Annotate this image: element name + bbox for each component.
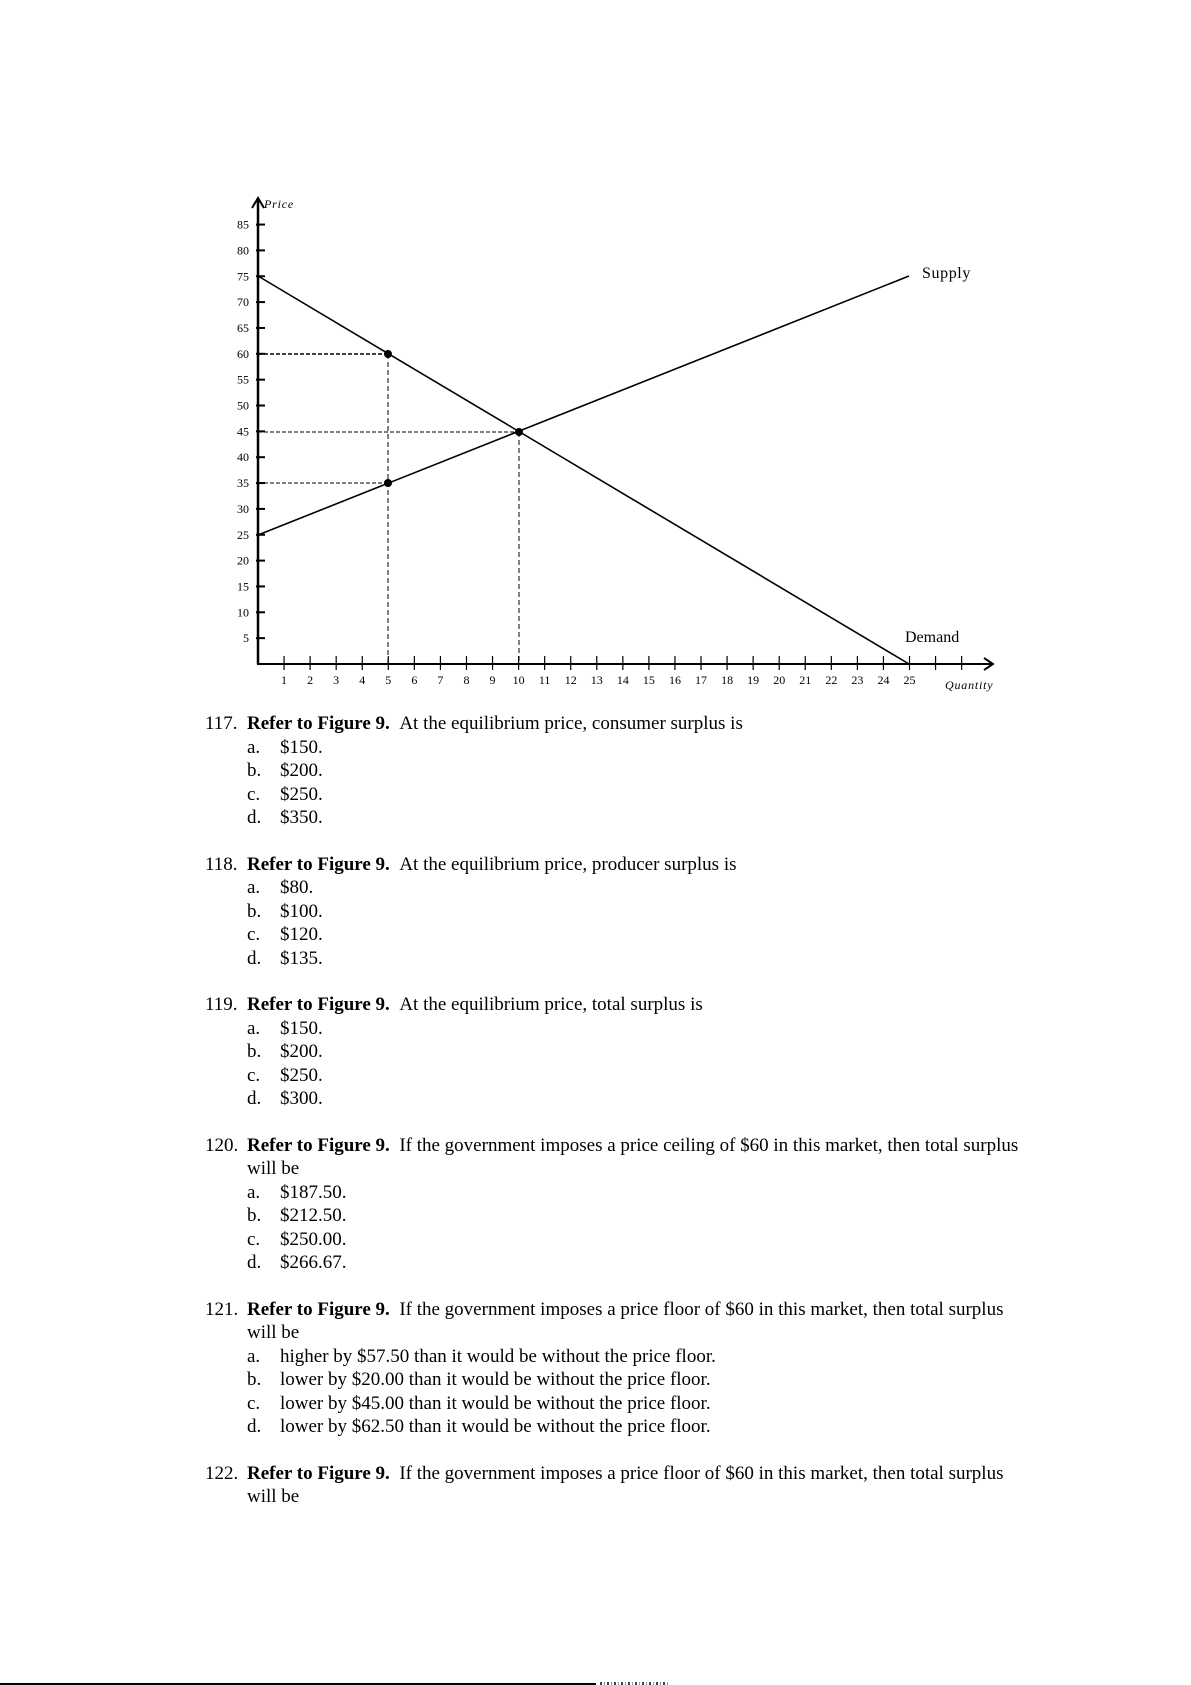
question-figure-reference: Refer to Figure 9. [247,713,390,734]
option-letter: a. [247,1017,261,1039]
demand-curve [258,276,909,664]
answer-option [247,1204,1025,1228]
question-spacer [390,1463,400,1484]
x-tick-label: 7 [437,673,444,687]
question-stem [205,853,1025,877]
y-tick-label: 15 [237,579,249,594]
question-spacer [390,1135,400,1156]
y-tick-label: 45 [237,424,249,439]
answer-option [247,1087,1025,1111]
x-tick-label: 11 [538,673,551,687]
question-stem [205,1462,1025,1509]
question-text: If the government imposes a price ceiling of $60 in this market, then total surplus will be [247,1134,1019,1179]
option-letter: d. [247,1416,262,1437]
option-text: $212.50. [280,1205,347,1226]
x-tick-label: 2 [307,673,314,687]
option-text: $300. [280,1088,323,1109]
answer-options [247,876,1025,970]
question-text: If the government imposes a price floor of $60 in this market, then total surplus will be [247,1462,1004,1507]
y-tick-label: 20 [237,553,249,568]
question-stem [205,1134,1025,1181]
question-text-block [247,1298,1025,1345]
question-text-block [247,1134,1025,1181]
question-text: At the equilibrium price, total surplus is [399,994,703,1015]
y-tick-label: 85 [237,217,249,232]
question-number: 118. [205,853,238,875]
answer-option [247,900,1025,924]
y-tick-label: 30 [237,501,249,516]
x-tick-label: 4 [359,673,366,687]
option-text: $250. [280,783,323,805]
point-supply-q5 [384,479,392,487]
answer-option [247,783,1025,807]
question-117 [205,712,1025,830]
question-list [205,712,1025,1532]
answer-option [247,1017,1025,1041]
x-tick-label: 13 [590,673,603,687]
option-letter: c. [247,1392,261,1414]
option-text: $80. [280,877,314,898]
point-demand-q5 [384,350,392,358]
question-121 [205,1298,1025,1439]
x-tick-label: 22 [825,673,838,687]
x-tick-label: 18 [721,673,734,687]
answer-option [247,947,1025,971]
answer-options [247,736,1025,830]
option-text: $187.50. [280,1181,347,1203]
option-text: higher by $57.50 than it would be without the price floor. [280,1345,716,1367]
y-tick-label: 80 [237,243,249,258]
option-letter: c. [247,1064,261,1086]
x-tick-label: 17 [695,673,708,687]
y-axis-label: Price [264,197,294,211]
question-text: If the government imposes a price floor of $60 in this market, then total surplus will be [247,1298,1004,1343]
question-figure-reference: Refer to Figure 9. [247,994,390,1015]
y-axis-ticks [237,218,265,646]
question-text-block [247,712,1025,736]
y-tick-label: 60 [237,346,249,361]
question-text: At the equilibrium price, consumer surplus is [399,713,743,734]
option-text: $200. [280,1041,323,1062]
answer-option [247,1415,1025,1439]
question-stem [205,1298,1025,1345]
option-text: $135. [280,947,323,969]
answer-option [247,1181,1025,1205]
option-letter: c. [247,1228,261,1250]
answer-options [247,1181,1025,1275]
option-text: $250.00. [280,1228,347,1250]
x-tick-label: 10 [512,673,525,687]
option-letter: b. [247,760,262,781]
question-118 [205,853,1025,971]
question-text-block [247,853,1025,877]
question-spacer [390,854,400,875]
y-tick-label: 35 [237,476,249,491]
y-tick-label: 40 [237,450,249,465]
figure-9-supply-demand-chart [0,0,1191,720]
x-tick-label: 14 [616,673,629,687]
question-figure-reference: Refer to Figure 9. [247,1134,390,1156]
answer-option [247,1368,1025,1392]
answer-option [247,1228,1025,1252]
answer-options [247,1017,1025,1111]
option-letter: b. [247,1205,262,1226]
x-axis-label: Quantity [945,678,994,692]
option-letter: b. [247,1369,262,1390]
y-tick-label: 10 [237,605,249,620]
y-tick-label: 50 [237,398,249,413]
option-letter: b. [247,900,262,922]
option-text: $100. [280,900,323,922]
answer-options [247,1345,1025,1439]
question-stem [205,993,1025,1017]
y-tick-label: 70 [237,295,249,310]
y-tick-label: 55 [237,372,249,387]
y-tick-label: 65 [237,320,249,335]
x-tick-label: 12 [564,673,577,687]
question-figure-reference: Refer to Figure 9. [247,1298,390,1320]
question-spacer [390,713,400,734]
option-text: $150. [280,1017,323,1039]
option-text: $250. [280,1064,323,1086]
supply-curve [258,276,909,535]
option-text: $120. [280,924,323,945]
option-letter: a. [247,1345,261,1367]
x-tick-label: 21 [799,673,812,687]
answer-option [247,1251,1025,1275]
option-letter: d. [247,1088,262,1109]
x-tick-label: 16 [668,673,681,687]
option-letter: d. [247,807,262,828]
question-number: 121. [205,1298,239,1320]
question-122 [205,1462,1025,1509]
option-text: lower by $20.00 than it would be without the price floor. [280,1369,711,1390]
option-text: lower by $62.50 than it would be without the price floor. [280,1416,711,1437]
x-tick-label: 9 [489,673,496,687]
answer-option [247,923,1025,947]
answer-option [247,736,1025,760]
y-tick-label: 5 [243,631,249,646]
question-text-block [247,993,1025,1017]
question-119 [205,993,1025,1111]
x-tick-label: 8 [463,673,470,687]
option-letter: d. [247,947,262,969]
option-text: $150. [280,736,323,758]
answer-option [247,1345,1025,1369]
answer-option [247,1064,1025,1088]
answer-option [247,1040,1025,1064]
answer-option [247,759,1025,783]
option-letter: a. [247,736,261,758]
x-tick-label: 1 [281,673,288,687]
demand-label: Demand [905,629,960,646]
question-number: 120. [205,1134,239,1156]
question-text-block [247,1462,1025,1509]
option-letter: a. [247,1181,261,1203]
x-tick-label: 24 [877,673,890,687]
y-tick-label: 25 [237,527,249,542]
x-tick-label: 6 [411,673,418,687]
option-letter: d. [247,1252,262,1273]
option-letter: c. [247,924,261,945]
question-spacer [390,994,400,1015]
option-text: $350. [280,807,323,828]
x-tick-label: 15 [642,673,655,687]
answer-option [247,876,1025,900]
question-number: 119. [205,994,238,1015]
option-letter: c. [247,783,261,805]
option-letter: a. [247,877,261,898]
option-text: $266.67. [280,1252,347,1273]
option-text: $200. [280,760,323,781]
x-axis-ticks [281,656,962,687]
option-letter: b. [247,1041,262,1062]
question-spacer [390,1299,400,1320]
x-tick-label: 23 [851,673,864,687]
question-120 [205,1134,1025,1275]
x-tick-label: 19 [747,673,760,687]
x-tick-label: 5 [385,673,392,687]
question-figure-reference: Refer to Figure 9. [247,1462,390,1484]
x-tick-label: 25 [903,673,916,687]
y-tick-label: 75 [237,269,249,284]
supply-label: Supply [922,265,971,282]
question-number: 122. [205,1462,239,1484]
question-stem [205,712,1025,736]
answer-option [247,1392,1025,1416]
point-equilibrium [515,428,523,436]
question-text: At the equilibrium price, producer surplus is [399,853,737,875]
option-text: lower by $45.00 than it would be without the price floor. [280,1392,711,1414]
x-tick-label: 3 [333,673,340,687]
question-number: 117. [205,713,238,734]
answer-option [247,806,1025,830]
x-tick-label: 20 [773,673,786,687]
question-figure-reference: Refer to Figure 9. [247,853,390,875]
